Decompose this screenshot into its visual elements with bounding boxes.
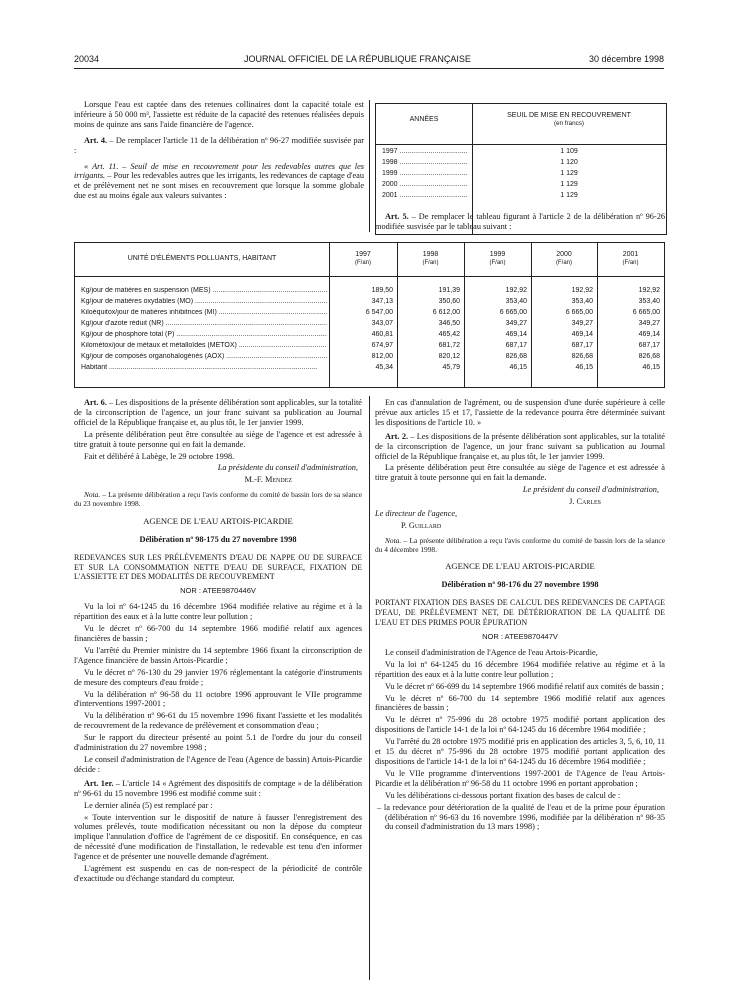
table-cell: 465,42 <box>438 331 460 338</box>
paragraph: Le dernier alinéa (5) est remplacé par : <box>84 800 213 810</box>
paragraph: Vu les délibérations ci-dessous portant fixation des bases de calcul de : <box>385 790 621 800</box>
signature-role: La présidente du conseil d'administration, <box>217 463 358 473</box>
table-cell: 826,68 <box>571 353 593 360</box>
paragraph: En cas d'annulation de l'agrément, ou de suspension d'une durée supérieure à celle prévue aux articles 15 et 17, l'assiette de la redevance pourra être déterminée suivant les dispositions de l'article 10. » <box>375 398 665 427</box>
article-2: Art. 2. – Les dispositions de la présente délibération sont applicables, sur la totalité de la circonscription de l'agence, un jour franc suivant sa publication au Journal officiel de la République française et, au plus tôt, le 1er janvier 1999. <box>375 431 665 461</box>
column-header-threshold: SEUIL DE MISE EN RECOUVREMENT (en francs) <box>507 112 631 127</box>
paragraph: Vu l'arrêté du Premier ministre du 14 septembre 1966 fixant la circonscription de l'Agence financière de bassin Artois-Picardie ; <box>74 645 362 665</box>
signature-role: Le directeur de l'agence, <box>375 509 458 519</box>
table-cell: 469,14 <box>571 331 593 338</box>
nota: Nota. – La présente délibération a reçu l'avis conforme du comité de bassin lors de sa séance du 23 novembre 1998. <box>74 490 362 509</box>
paragraph: Vu le décret nº 66-700 du 14 septembre 1966 modifié relatif aux agences financières de bassin ; <box>375 693 665 713</box>
table-cell: 45,79 <box>442 364 460 371</box>
column-header-year: 2001 (F/an) <box>622 251 639 266</box>
signature-name: P. Guillard <box>401 520 442 530</box>
table-row: 1999 ..... 1 129 <box>382 170 662 180</box>
paragraph: « Toute intervention sur le dispositif de nature à fausser l'enregistrement des volumes prélevés, toute modification nécessitant ou non la dépose du compteur implique l'annulation d'office de l'agrément de ce dispositif. En conséquence, en cas de nécessité d'une modification de l'installation, le redevable est tenu d'en informer l'agence et de présenter une nouvelle demande d'agrément. <box>74 812 362 862</box>
table-cell: 6 547,00 <box>365 309 393 316</box>
table-cell: 192,92 <box>571 287 593 294</box>
table-cell: 469,14 <box>638 331 660 338</box>
column-header-year: 1999 (F/an) <box>489 251 506 266</box>
article-1: Art. 1er. – L'article 14 « Agrément des dispositifs de comptage » de la délibération nº 96-61 du 15 novembre 1996 est modifié comme suit : <box>74 778 362 798</box>
article-11: « Art. 11. – Seuil de mise en recouvrement pour les redevables autres que les irrigants. – Pour les redevables autres que les irrigants, les redevances de captage d'eau et de prélèvement net ne sont mises en recouvrement que lorsque la somme globale due est au moins égale aux valeurs suivantes : <box>74 161 364 201</box>
table-cell: 353,40 <box>638 298 660 305</box>
table-cell: 192,92 <box>638 287 660 294</box>
column-header-year: 2000 (F/an) <box>555 251 572 266</box>
agency-heading: AGENCE DE L'EAU ARTOIS-PICARDIE <box>445 561 595 572</box>
column-header-label: UNITÉ D'ÉLÉMENTS POLLUANTS, HABITANT <box>127 255 277 262</box>
signature-name: J. Carles <box>569 497 601 507</box>
paragraph: Vu le VIIe programme d'interventions 1997-2001 de l'Agence de l'eau Artois-Picardie et la délibération nº 96-58 du 11 octobre 1996 en portant approbation ; <box>375 768 665 788</box>
table-cell: 350,60 <box>438 298 460 305</box>
paragraph: Vu l'arrêté du 28 octobre 1975 modifié pris en application des articles 3, 5, 6, 10, 11 et 15 du décret nº 75-996 du 28 octobre 1975 modifié portant application des dispositions de l'article 14-1 de la loi nº 64-1245 du 16 décembre 1964 modifiée ; <box>375 737 665 766</box>
table-cell: 191,39 <box>438 287 460 294</box>
table-row-label: Kg/jour d'azote réduit (NR) ..... <box>81 320 327 327</box>
issue-date: 30 décembre 1998 <box>588 54 664 64</box>
journal-title: JOURNAL OFFICIEL DE LA RÉPUBLIQUE FRANÇAISE <box>244 54 471 64</box>
table-cell: 192,92 <box>505 287 527 294</box>
pollution-table <box>74 242 665 388</box>
page-number: 20034 <box>74 54 100 64</box>
paragraph: Vu la loi nº 64-1245 du 16 décembre 1964 modifiée relative au régime et à la répartition des eaux et à la lutte contre leur pollution ; <box>375 659 665 679</box>
table-cell: 687,17 <box>638 342 660 349</box>
table-row-label: Kg/jour de matières oxydables (MO) ..... <box>81 298 327 305</box>
table-cell: 353,40 <box>571 298 593 305</box>
table-cell: 46,15 <box>509 364 527 371</box>
table-cell: 820,12 <box>438 353 460 360</box>
table-cell: 353,40 <box>505 298 527 305</box>
table-cell: 346,50 <box>438 320 460 327</box>
table-cell: 6 665,00 <box>565 309 593 316</box>
table-cell: 687,17 <box>571 342 593 349</box>
table-cell: 45,34 <box>375 364 393 371</box>
paragraph: Vu le décret nº 66-700 du 14 septembre 1966 modifié relatif aux agences financières de bassin ; <box>74 624 362 643</box>
table-cell: 189,50 <box>371 287 393 294</box>
lower-right-column <box>375 398 665 834</box>
paragraph: La présente délibération peut être consultée au siège de l'agence et est adressée à titre gratuit à toute personne qui en fait la demande. <box>74 429 362 449</box>
table-cell: 826,68 <box>505 353 527 360</box>
paragraph: Vu le décret nº 66-699 du 14 septembre 1966 modifié relatif aux comités de bassin ; <box>385 681 664 691</box>
table-row-label: Kg/jour de composés organohalogénés (AOX) ..... <box>81 353 327 360</box>
column-divider <box>369 100 370 232</box>
column-divider <box>369 396 370 980</box>
table-cell: 343,07 <box>371 320 393 327</box>
deliberation-subject: REDEVANCES SUR LES PRÉLÈVEMENTS D'EAU DE NAPPE OU DE SURFACE ET SUR LA CONSOMMATION NETTE D'EAU DE SURFACE, FIXATION DE L'ASSIETTE ET DES MODALITÉS DE RECOUVREMENT <box>74 552 362 582</box>
table-cell: 349,27 <box>505 320 527 327</box>
table-cell: 469,14 <box>505 331 527 338</box>
column-header-years: ANNÉES <box>409 116 439 123</box>
table-row-label: Habitant ..... <box>81 364 327 371</box>
article-4: Art. 4. – De remplacer l'article 11 de la délibération nº 96-27 modifiée susvisée par : <box>74 135 364 155</box>
nota: Nota. – La présente délibération a reçu l'avis conforme du comité de bassin lors de la séance du 4 décembre 1998. <box>375 535 665 554</box>
header-rule <box>74 68 664 69</box>
table-row: 2000 ..... 1 129 <box>382 181 662 191</box>
paragraph: Fait et délibéré à Labège, le 29 octobre 1998. <box>84 451 235 461</box>
paragraph: Vu la loi nº 64-1245 du 16 décembre 1964 modifiée relative au régime et à la répartition des eaux et à la lutte contre leur pollution ; <box>74 602 362 622</box>
table-cell: 6 665,00 <box>632 309 660 316</box>
column-header-year: 1998 (F/an) <box>422 251 439 266</box>
agency-heading: AGENCE DE L'EAU ARTOIS-PICARDIE <box>143 515 293 526</box>
table-cell: 826,68 <box>638 353 660 360</box>
table-cell: 6 612,00 <box>432 309 460 316</box>
table-row-label: Kg/jour de matières en suspension (MES) ..... <box>81 287 327 294</box>
paragraph: Vu la délibération nº 96-58 du 11 octobre 1996 approuvant le VIIe programme d'interventions 1997-2001 ; <box>74 689 362 709</box>
paragraph: Vu la délibération nº 96-61 du 15 novembre 1996 fixant l'assiette et les modalités de recouvrement de la redevance de prélèvement et consommation d'eau ; <box>74 711 362 731</box>
table-cell: 46,15 <box>575 364 593 371</box>
paragraph: La présente délibération peut être consultée au siège de l'agence et est adressée à titre gratuit à toute personne qui en fait la demande. <box>375 463 665 483</box>
paragraph: Sur le rapport du directeur présenté au point 5.1 de l'ordre du jour du conseil d'administration du 27 novembre 1998 ; <box>74 733 362 753</box>
table-cell: 347,13 <box>371 298 393 305</box>
table-cell: 349,27 <box>638 320 660 327</box>
signature-role: Le président du conseil d'administration, <box>522 485 659 495</box>
article-5: Art. 5. – De remplacer le tableau figurant à l'article 2 de la délibération nº 96-26 modifiée susvisée par le tableau suivant : <box>375 212 665 231</box>
deliberation-subject: PORTANT FIXATION DES BASES DE CALCUL DES REDEVANCES DE CAPTAGE D'EAU, DE PRÉLÈVEMENT NET, DE DÉTÉRIORATION DE LA QUALITÉ DE L'EAU ET DES PRIMES POUR ÉPURATION <box>375 598 665 628</box>
table-row-label: Kg/jour de phosphore total (P) ..... <box>81 331 327 338</box>
list-item: – la redevance pour détérioration de la qualité de l'eau et de la prime pour épuration (délibération nº 96-63 du 16 novembre 1996, modifiée par la délibération nº 98-35 du conseil d'administration du 13 mars 1998) ; <box>377 802 665 832</box>
running-header <box>74 54 664 66</box>
nor-reference: NOR : ATEE9870447V <box>482 632 558 641</box>
table-cell: 6 665,00 <box>499 309 527 316</box>
paragraph: Vu le décret nº 76-130 du 29 janvier 1976 réglementant la catégorie d'instruments de mesure des compteurs d'eau froide ; <box>74 667 362 687</box>
table-divider <box>376 144 666 145</box>
article-6: Art. 6. – Les dispositions de la présente délibération sont applicables, sur la totalité de la circonscription de l'agence, un jour franc suivant sa publication au Journal officiel de la République française et, au plus tôt, le 1er janvier 1999. <box>74 398 362 427</box>
table-cell: 687,17 <box>505 342 527 349</box>
deliberation-title: Délibération nº 98-175 du 27 novembre 1998 <box>139 534 297 544</box>
signature-name: M.-F. Mendez <box>244 475 292 485</box>
deliberation-title: Délibération nº 98-176 du 27 novembre 1998 <box>441 580 599 590</box>
table-row: 2001 ..... 1 129 <box>382 192 662 202</box>
paragraph: Vu le décret nº 75-996 du 28 octobre 1975 modifié portant application des dispositions de l'article 14-1 de la loi nº 64-1245 du 16 décembre 1964 modifiée ; <box>375 715 665 735</box>
table-cell: 349,27 <box>571 320 593 327</box>
table-row-label: Kilométox/jour de métaux et métalloïdes (METOX) ..... <box>81 342 327 349</box>
table-divider <box>75 276 664 277</box>
lower-left-column <box>74 398 362 886</box>
paragraph: Lorsque l'eau est captée dans des retenues collinaires dont la capacité totale est inférieure à 50 000 m³, l'assiette est réduite de la capacité des retenues réalisées depuis moins de quinze ans sans l'aide financière de l'agence. <box>74 100 364 129</box>
table-row: 1997 ..... 1 109 <box>382 148 662 158</box>
table-cell: 681,72 <box>438 342 460 349</box>
table-cell: 812,00 <box>371 353 393 360</box>
nor-reference: NOR : ATEE9870446V <box>180 586 256 596</box>
table-cell: 674,97 <box>371 342 393 349</box>
paragraph: Le conseil d'administration de l'Agence de l'eau (Agence de bassin) Artois-Picardie décide : <box>74 754 362 774</box>
table-row-label: Kiloéquitox/jour de matières inhibitrices (MI) ..... <box>81 309 327 316</box>
paragraph: Le conseil d'administration de l'Agence de l'eau Artois-Picardie, <box>385 647 598 657</box>
table-cell: 460,81 <box>371 331 393 338</box>
column-header-year: 1997 (F/an) <box>354 251 371 266</box>
table-cell: 46,15 <box>642 364 660 371</box>
top-left-column <box>74 100 364 203</box>
table-row: 1998 ..... 1 120 <box>382 159 662 169</box>
paragraph: L'agrément est suspendu en cas de non-respect de la périodicité de contrôle d'exactitude ou d'échange standard du compteur. <box>74 864 362 883</box>
